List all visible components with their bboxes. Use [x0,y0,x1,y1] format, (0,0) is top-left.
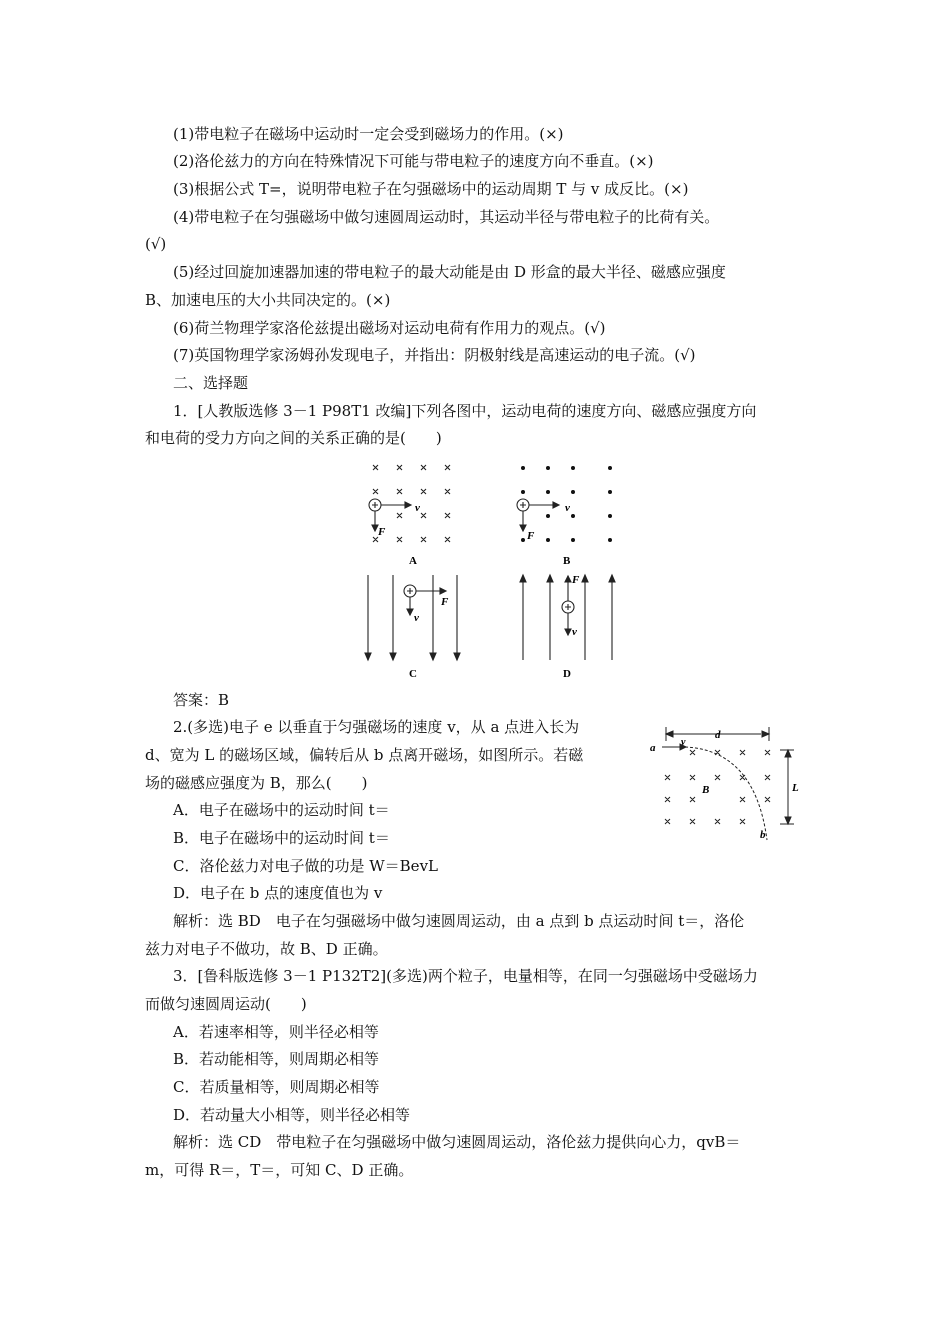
q2-analysis-line2: 兹力对电子不做功，故 B、D 正确。 [145,940,388,958]
q1-answer: 答案：B [173,691,230,709]
panel-b-v-label: v [565,502,570,514]
q3-analysis-line2: m，可得 R＝，T＝，可知 C、D 正确。 [145,1161,414,1179]
panel-b-caption: B [563,555,571,567]
judgment-6: (6)荷兰物理学家洛伦兹提出磁场对运动电荷有作用力的观点。(√) [173,319,606,337]
q3-option-a: A．若速率相等，则半径必相等 [173,1023,379,1041]
q1-stem-line2: 和电荷的受力方向之间的关系正确的是( ) [145,429,442,447]
q1-stem-line1: 1．[人教版选修 3－1 P98T1 改编]下列各图中，运动电荷的速度方向、磁感应强度方向 [173,402,757,420]
q2-height-label: L [792,782,799,794]
section-title: 二、选择题 [173,374,249,392]
q2-option-a: A．电子在磁场中的运动时间 t＝ [173,801,390,819]
q2-velocity-label: v [681,737,686,748]
q2-stem-line3: 场的磁感应强度为 B，那么( ) [145,774,368,792]
q2-option-c: C．洛伦兹力对电子做的功是 W＝BevL [173,857,438,875]
judgment-3: (3)根据公式 T=，说明带电粒子在匀强磁场中的运动周期 T 与 v 成反比。(×) [173,180,689,198]
judgment-4: (4)带电粒子在匀强磁场中做匀速圆周运动时，其运动半径与带电粒子的比荷有关。 [173,208,720,226]
panel-d-field [520,575,615,660]
judgment-7: (7)英国物理学家汤姆孙发现电子，并指出：阴极射线是高速运动的电子流。(√) [173,346,696,364]
q3-stem-line1: 3．[鲁科版选修 3－1 P132T2](多选)两个粒子，电量相等，在同一匀强磁场中受磁场力 [173,967,758,985]
panel-b-f-label: F [527,530,535,542]
panel-c-field [365,575,460,660]
panel-c-f-label: F [441,596,449,608]
q2-field-label: B [702,784,710,796]
judgment-1: (1)带电粒子在磁场中运动时一定会受到磁场力的作用。(×) [173,125,564,143]
q2-point-b-label: b [760,829,766,841]
q2-stem-line1: 2.(多选)电子 e 以垂直于匀强磁场的速度 v，从 a 点进入长为 [173,718,580,736]
q2-point-a-label: a [650,742,656,754]
panel-d-v-label: v [572,626,577,638]
judgment-2: (2)洛伦兹力的方向在特殊情况下可能与带电粒子的速度方向不垂直。(×) [173,152,654,170]
q2-figure [645,725,820,850]
q2-option-d: D．电子在 b 点的速度值也为 v [173,884,383,902]
q2-width-label: d [715,729,721,741]
q3-option-d: D．若动量大小相等，则半径必相等 [173,1106,411,1124]
q2-option-b: B．电子在磁场中的运动时间 t＝ [173,829,390,847]
panel-c-v-label: v [414,612,419,624]
q3-analysis-line1: 解析：选 CD 带电粒子在匀强磁场中做匀速圆周运动，洛伦兹力提供向心力，qvB＝ [173,1133,741,1151]
panel-c-caption: C [409,668,417,680]
judgment-5-cont: B、加速电压的大小共同决定的。(×) [145,291,391,309]
panel-d-f-label: F [572,574,580,586]
q3-option-b: B．若动能相等，则周期必相等 [173,1050,380,1068]
q2-analysis-line1: 解析：选 BD 电子在匀强磁场中做匀速圆周运动，由 a 点到 b 点运动时间 t＝，洛伦 [173,912,745,930]
q1-figure [355,455,635,685]
judgment-5: (5)经过回旋加速器加速的带电粒子的最大动能是由 D 形盒的最大半径、磁感应强度 [173,263,726,281]
q3-stem-line2: 而做匀速圆周运动( ) [145,995,307,1013]
panel-d-caption: D [563,668,571,680]
panel-a-caption: A [409,555,417,567]
judgment-4-mark: (√) [145,235,167,253]
panel-a-v-label: v [415,502,420,514]
panel-a-f-label: F [378,526,386,538]
q2-stem-line2: d、宽为 L 的磁场区域，偏转后从 b 点离开磁场，如图所示。若磁 [145,746,584,764]
q3-option-c: C．若质量相等，则周期必相等 [173,1078,380,1096]
